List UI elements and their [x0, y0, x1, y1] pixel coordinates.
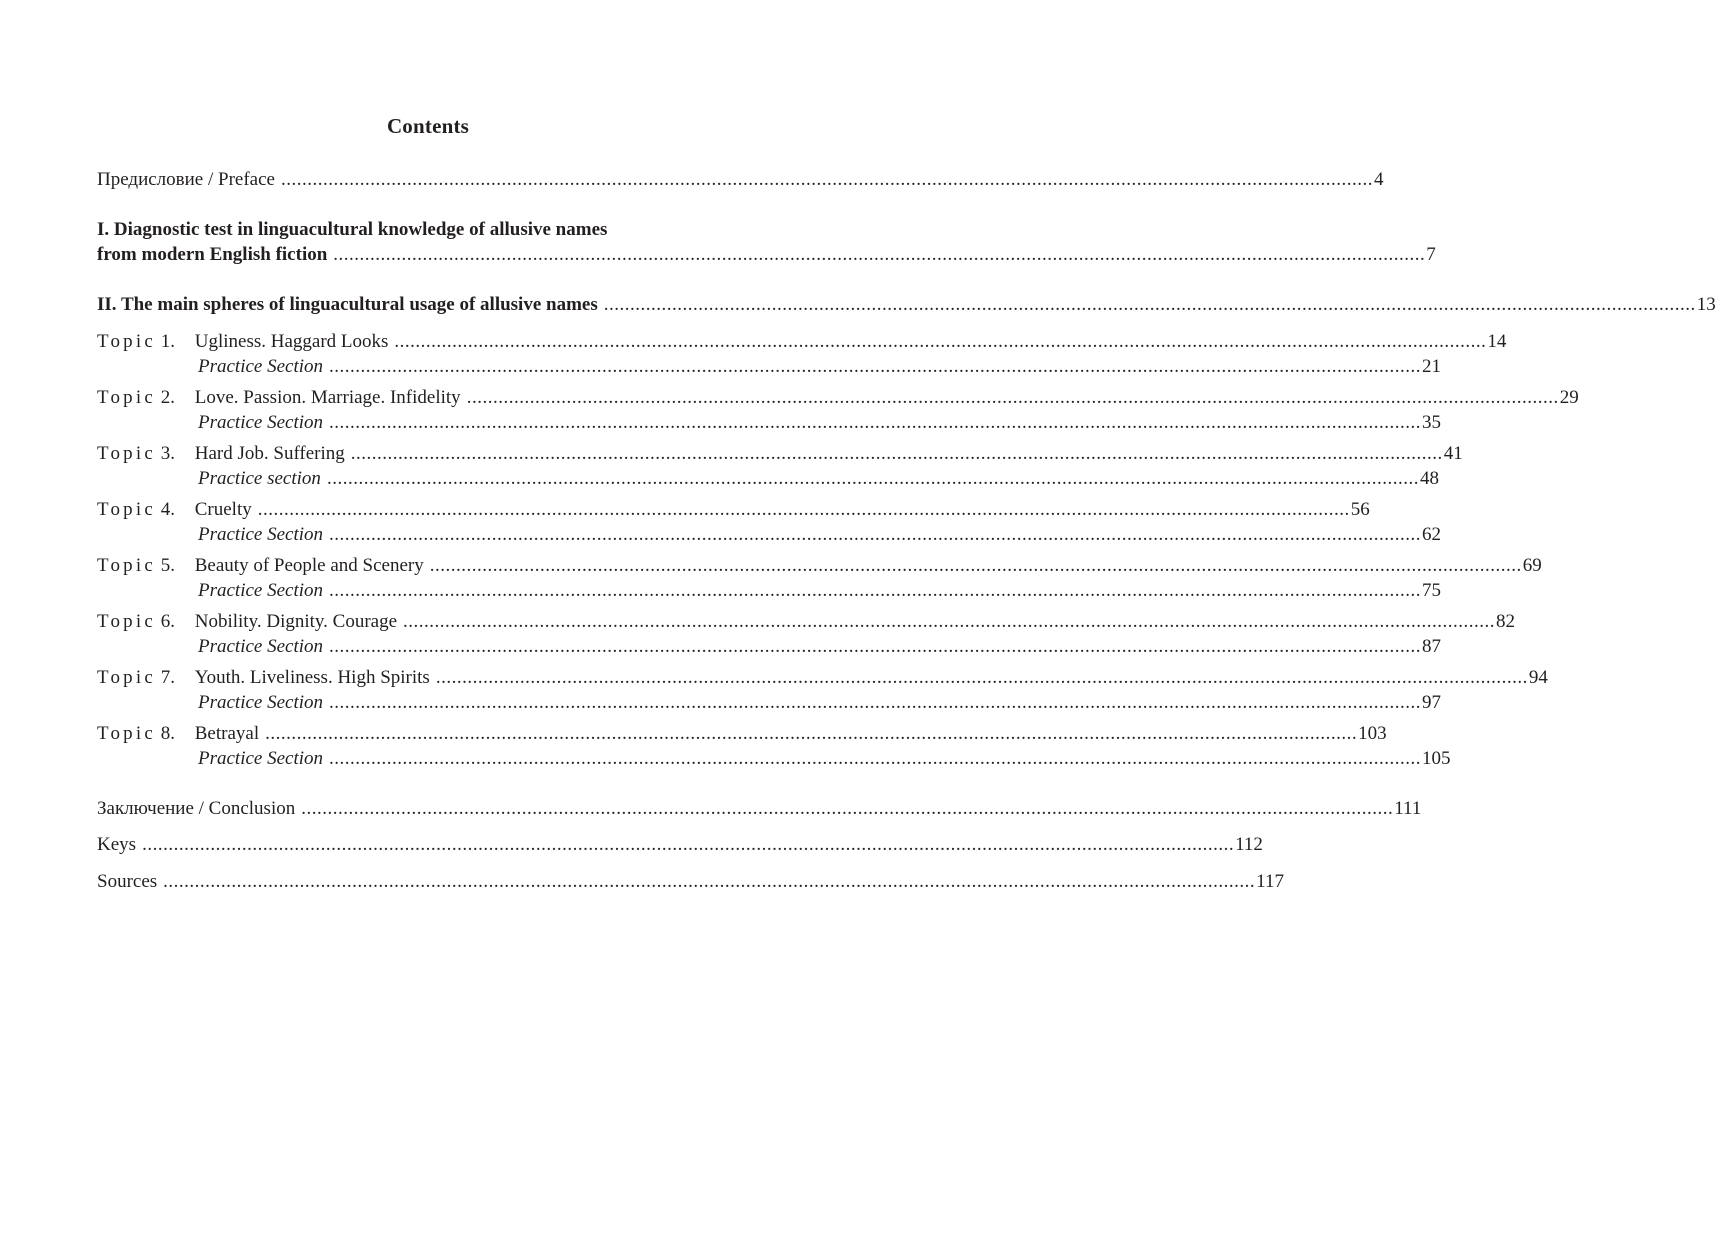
topic-number: 2.: [160, 387, 175, 408]
topic-label: Topic: [97, 611, 156, 632]
topic-label: Topic: [97, 667, 156, 688]
topic-label: Topic: [97, 723, 156, 744]
topic-label: Topic: [97, 387, 156, 408]
toc-entry-title: Love. Passion. Marriage. Infidelity: [194, 387, 461, 408]
toc-entry-title: Ugliness. Haggard Looks: [194, 331, 389, 352]
toc-entry-title: Beauty of People and Scenery: [194, 555, 424, 576]
toc-page-number: 62: [1422, 524, 1442, 545]
toc-page-number: 4: [1373, 169, 1384, 190]
dot-leader: ................................................................................................................................................................................................................: [333, 244, 1426, 265]
toc-entry-sources[interactable]: [97, 870, 1284, 894]
toc-entry-practice-3[interactable]: [97, 467, 1439, 491]
toc-entry-topic-8[interactable]: [97, 722, 1387, 746]
toc-page-number: 75: [1422, 580, 1442, 601]
toc-entry-part1[interactable]: [97, 243, 1436, 267]
toc-entry-title: Nobility. Dignity. Courage: [194, 611, 398, 632]
dot-leader: ................................................................................................................................................................................................................: [329, 412, 1422, 433]
toc-entry-topic-6[interactable]: [97, 610, 1516, 634]
toc-page-number: 29: [1559, 387, 1579, 408]
toc-entry-topic-4[interactable]: [97, 498, 1370, 522]
toc-entry-practice-1[interactable]: [97, 355, 1442, 379]
toc-page-number: 13: [1696, 294, 1716, 315]
toc-entry-part2[interactable]: [97, 293, 1716, 317]
dot-leader: ................................................................................................................................................................................................................: [329, 356, 1422, 377]
dot-leader: ................................................................................................................................................................................................................: [257, 499, 1350, 520]
toc-entry-title: Practice Section: [198, 748, 324, 769]
toc-page-number: 56: [1350, 499, 1370, 520]
topic-label: Topic: [97, 331, 156, 352]
toc-entry-topic-2[interactable]: [97, 386, 1579, 410]
toc-entry-title: Practice Section: [198, 356, 324, 377]
toc-entry-practice-2[interactable]: [97, 411, 1442, 435]
toc-entry-title: Practice Section: [198, 636, 324, 657]
toc-page-number: 7: [1426, 244, 1436, 265]
dot-leader: ................................................................................................................................................................................................................: [394, 331, 1487, 352]
toc-entry-topic-5[interactable]: [97, 554, 1542, 578]
toc-entry-conclusion[interactable]: [97, 797, 1422, 821]
toc-page-number: 69: [1522, 555, 1542, 576]
toc-entry-topic-3[interactable]: [97, 442, 1463, 466]
toc-entry-title: Youth. Liveliness. High Spirits: [194, 667, 430, 688]
toc-entry-title: II. The main spheres of linguacultural usage of allusive names: [97, 294, 598, 315]
toc-page-number: 111: [1394, 798, 1422, 819]
toc-page-number: 82: [1496, 611, 1516, 632]
toc-page-number: 94: [1528, 667, 1548, 688]
dot-leader: ................................................................................................................................................................................................................: [350, 443, 1443, 464]
toc-entry-title: Hard Job. Suffering: [194, 443, 345, 464]
toc-entry-title: Предисловие / Preface: [97, 169, 275, 190]
toc-entry-part1-line1[interactable]: [97, 218, 756, 242]
toc-page-number: 87: [1422, 636, 1442, 657]
toc-entry-preface[interactable]: [97, 168, 1384, 192]
dot-leader: ................................................................................................................................................................................................................: [326, 468, 1419, 489]
toc-entry-practice-6[interactable]: [97, 635, 1442, 659]
dot-leader: ................................................................................................................................................................................................................: [329, 524, 1422, 545]
dot-leader: ................................................................................................................................................................................................................: [429, 555, 1522, 576]
toc-entry-title: Cruelty: [194, 499, 252, 520]
toc-page-number: 48: [1419, 468, 1439, 489]
toc-entry-practice-5[interactable]: [97, 579, 1442, 603]
dot-leader: ................................................................................................................................................................................................................: [301, 798, 1394, 819]
topic-label: Topic: [97, 499, 156, 520]
toc-page-number: 21: [1422, 356, 1442, 377]
toc-page-number: 105: [1422, 748, 1451, 769]
toc-entry-keys[interactable]: [97, 833, 1263, 857]
dot-leader: ................................................................................................................................................................................................................: [163, 871, 1256, 892]
toc-entry-topic-1[interactable]: [97, 330, 1507, 354]
toc-entry-title: Practice section: [198, 468, 321, 489]
topic-label: Topic: [97, 443, 156, 464]
page-title: Contents: [386, 114, 470, 138]
topic-label: Topic: [97, 555, 156, 576]
topic-number: 4.: [160, 499, 175, 520]
toc-entry-practice-4[interactable]: [97, 523, 1442, 547]
toc-entry-topic-7[interactable]: [97, 666, 1548, 690]
dot-leader: ................................................................................................................................................................................................................: [142, 834, 1235, 855]
dot-leader: ................................................................................................................................................................................................................: [280, 169, 1373, 190]
dot-leader: ................................................................................................................................................................................................................: [329, 580, 1422, 601]
toc-page-number: 117: [1256, 871, 1284, 892]
toc-entry-title: Keys: [97, 834, 137, 855]
toc-entry-title: Betrayal: [194, 723, 260, 744]
toc-page-number: 97: [1422, 692, 1442, 713]
toc-page-number: 103: [1358, 723, 1387, 744]
topic-number: 5.: [160, 555, 175, 576]
dot-leader: ................................................................................................................................................................................................................: [466, 387, 1559, 408]
toc-page-number: 35: [1422, 412, 1442, 433]
toc-entry-title: Practice Section: [198, 524, 324, 545]
toc-entry-title: Practice Section: [198, 412, 324, 433]
toc-page-number: 14: [1487, 331, 1507, 352]
topic-number: 1.: [160, 331, 175, 352]
dot-leader: ................................................................................................................................................................................................................: [329, 692, 1422, 713]
topic-number: 3.: [160, 443, 175, 464]
toc-entry-title: Practice Section: [198, 580, 324, 601]
dot-leader: ................................................................................................................................................................................................................: [329, 636, 1422, 657]
topic-number: 7.: [160, 667, 175, 688]
dot-leader: ................................................................................................................................................................................................................: [603, 294, 1696, 315]
toc-entry-practice-8[interactable]: [97, 747, 1451, 771]
toc-page-number: 41: [1443, 443, 1463, 464]
toc-entry-title: Sources: [97, 871, 158, 892]
topic-number: 6.: [160, 611, 175, 632]
toc-entry-title: Practice Section: [198, 692, 324, 713]
dot-leader: ................................................................................................................................................................................................................: [265, 723, 1358, 744]
toc-entry-title: I. Diagnostic test in linguacultural knowledge of allusive names: [97, 219, 608, 240]
toc-page-number: 112: [1235, 834, 1263, 855]
dot-leader: ................................................................................................................................................................................................................: [329, 748, 1422, 769]
topic-number: 8.: [160, 723, 175, 744]
toc-entry-title: Заключение / Conclusion: [97, 798, 296, 819]
toc-entry-practice-7[interactable]: [97, 691, 1442, 715]
dot-leader: ................................................................................................................................................................................................................: [435, 667, 1528, 688]
dot-leader: ................................................................................................................................................................................................................: [403, 611, 1496, 632]
toc-entry-title: from modern English fiction: [97, 244, 328, 265]
